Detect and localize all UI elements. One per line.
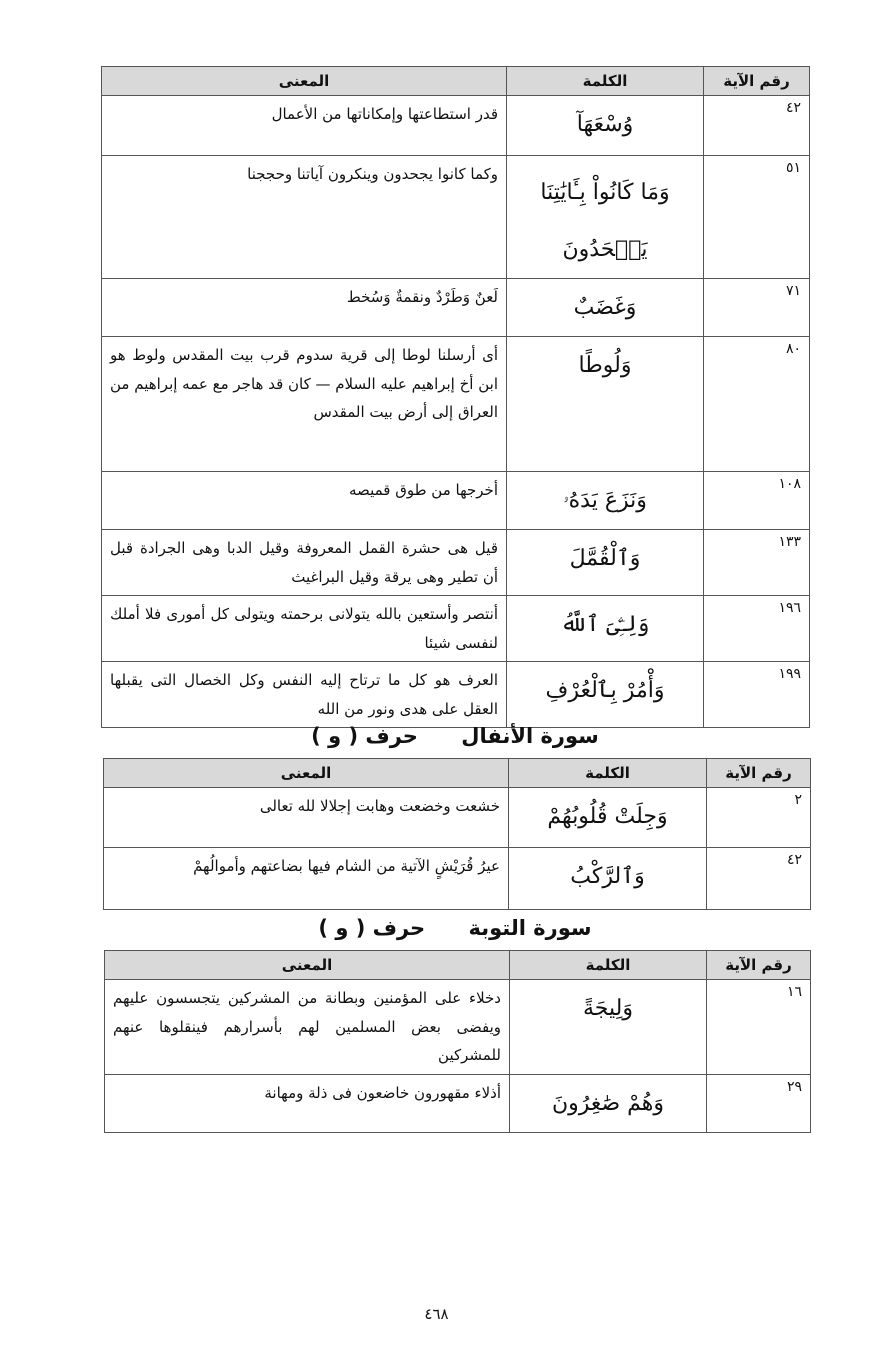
quran-word: وَمَا كَانُواْ بِـَٔايَٰتِنَا يَجۡحَدُونَ	[507, 156, 704, 279]
verse-number: ٤٢	[704, 96, 810, 156]
word-meaning: خشعت وخضعت وهابت إجلالا لله تعالى	[104, 788, 509, 848]
header-word: الكلمة	[507, 67, 704, 96]
header-meaning: المعنى	[105, 951, 510, 980]
quran-word: وَٱلرَّكْبُ	[509, 848, 707, 910]
vocab-table-3	[104, 950, 811, 1133]
table-row	[102, 279, 810, 337]
verse-number: ٨٠	[704, 337, 810, 472]
header-meaning: المعنى	[102, 67, 507, 96]
header-word: الكلمة	[509, 759, 707, 788]
header-word: الكلمة	[510, 951, 707, 980]
verse-number: ١٣٣	[704, 530, 810, 596]
verse-number: ٢٩	[707, 1074, 811, 1132]
word-meaning: أخرجها من طوق قميصه	[102, 472, 507, 530]
header-meaning: المعنى	[104, 759, 509, 788]
verse-number: ١٩٦	[704, 596, 810, 662]
table-row	[105, 1074, 811, 1132]
table-row	[102, 472, 810, 530]
surah-heading-anfal	[100, 724, 810, 748]
table-row	[102, 96, 810, 156]
header-verse-number: رقم الآية	[707, 951, 811, 980]
quran-word: وَغَضَبٌ	[507, 279, 704, 337]
quran-word: وَلِـِّۧىَ ٱللَّهُ	[507, 596, 704, 662]
verse-number: ٢	[707, 788, 811, 848]
surah-heading-tawbah	[100, 916, 810, 940]
quran-word: وُسْعَهَآ	[507, 96, 704, 156]
quran-word: وَٱلْقُمَّلَ	[507, 530, 704, 596]
word-meaning: أذلاء مقهورون خاضعون فى ذلة ومهانة	[105, 1074, 510, 1132]
table-header-row	[105, 951, 811, 980]
verse-number: ٥١	[704, 156, 810, 279]
surah-name: سورة الأنفال	[461, 724, 599, 748]
word-meaning: قيل هى حشرة القمل المعروفة وقيل الدبا وهى الجرادة قبل أن تطير وهى يرقة وقيل البراغيث	[102, 530, 507, 596]
page-number: ٤٦٨	[424, 1305, 449, 1323]
verse-number: ١٩٩	[704, 662, 810, 728]
table-row	[102, 530, 810, 596]
word-meaning: وكما كانوا يجحدون وينكرون آياتنا وحججنا	[102, 156, 507, 279]
word-meaning: دخلاء على المؤمنين وبطانة من المشركين يتجسسون عليهم ويفضى بعض المسلمين لهم بأسرارهم فينقلوها عنهم للمشركين	[105, 980, 510, 1075]
header-verse-number: رقم الآية	[707, 759, 811, 788]
word-meaning: لَعنٌ وَطَرْدٌ ونقمةٌ وَسُخط	[102, 279, 507, 337]
word-meaning: العرف هو كل ما ترتاح إليه النفس وكل الخصال التى يقبلها العقل على هدى ونور من الله	[102, 662, 507, 728]
letter-label: حرف ( و )	[318, 916, 426, 940]
quran-word: وَجِلَتْ قُلُوبُهُمْ	[509, 788, 707, 848]
vocab-table-1	[101, 66, 810, 728]
header-verse-number: رقم الآية	[704, 67, 810, 96]
verse-number: ١٠٨	[704, 472, 810, 530]
word-meaning: قدر استطاعتها وإمكاناتها من الأعمال	[102, 96, 507, 156]
table-row	[102, 662, 810, 728]
table-row	[104, 788, 811, 848]
vocab-table-2	[103, 758, 811, 910]
quran-word: وَهُمْ صَٰغِرُونَ	[510, 1074, 707, 1132]
word-meaning: أى أرسلنا لوطا إلى قرية سدوم قرب بيت المقدس ولوط هو ابن أخ إبراهيم عليه السلام — كان قد هاجر مع عمه إبراهيم من العراق إلى أرض بيت المقدس	[102, 337, 507, 472]
verse-number: ٤٢	[707, 848, 811, 910]
table-row	[105, 980, 811, 1075]
table-row	[102, 596, 810, 662]
verse-number: ٧١	[704, 279, 810, 337]
quran-word: وَلِيجَةً	[510, 980, 707, 1075]
table-row	[102, 337, 810, 472]
word-meaning: عيرُ قُرَيْشٍ الآتية من الشام فيها بضاعتهم وأموالُهمْ	[104, 848, 509, 910]
word-meaning: أنتصر وأستعين بالله يتولانى برحمته ويتولى كل أمورى فلا أملك لنفسى شيئا	[102, 596, 507, 662]
surah-name: سورة التوبة	[468, 916, 592, 940]
table-row	[104, 848, 811, 910]
quran-word: وَأْمُرْ بِٱلْعُرْفِ	[507, 662, 704, 728]
letter-label: حرف ( و )	[311, 724, 418, 748]
verse-number: ١٦	[707, 980, 811, 1075]
quran-word: وَنَزَعَ يَدَهُۥ	[507, 472, 704, 530]
table-header-row	[102, 67, 810, 96]
quran-word: وَلُوطًا	[507, 337, 704, 472]
table-header-row	[104, 759, 811, 788]
table-row	[102, 156, 810, 279]
